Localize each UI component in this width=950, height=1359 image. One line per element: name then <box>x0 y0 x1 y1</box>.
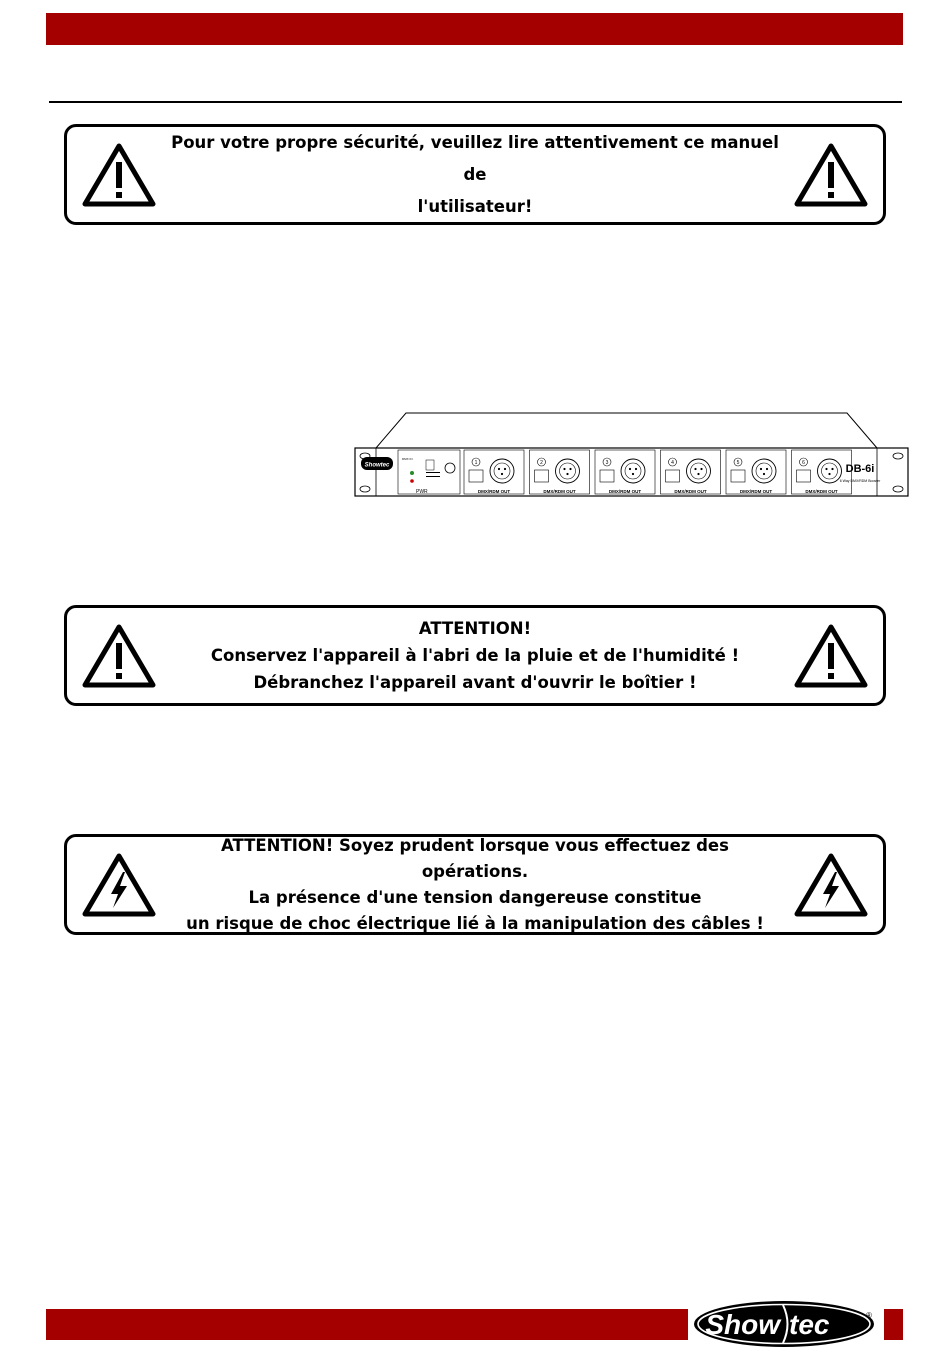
exclamation-triangle-icon <box>793 623 869 689</box>
output-number: 3 <box>605 460 609 466</box>
device-model: DB-6i <box>845 463 875 475</box>
exclamation-triangle-icon <box>81 142 157 208</box>
logo-text-show: Show <box>705 1309 780 1340</box>
warning-line: La présence d'une tension dangereuse constitue <box>248 887 702 907</box>
warning-line: un risque de choc électrique lié à la manipulation des câbles ! <box>186 913 764 933</box>
exclamation-triangle-icon <box>81 623 157 689</box>
warning-line: l'utilisateur! <box>417 196 533 216</box>
logo-text-tec: tec <box>789 1309 830 1340</box>
input-label: DMX IN <box>402 457 413 461</box>
output-number: 5 <box>736 460 740 466</box>
lightning-triangle-icon <box>81 852 157 918</box>
showtec-logo-icon <box>688 1297 884 1353</box>
power-led <box>410 471 414 475</box>
footer-logo <box>688 1297 884 1353</box>
header-band <box>46 13 903 45</box>
output-number: 1 <box>474 460 478 466</box>
lightning-triangle-icon <box>793 852 869 918</box>
output-label: DMX/RDM OUT <box>674 489 707 494</box>
warning-line: Pour votre propre sécurité, veuillez lire attentivement ce manuel de <box>171 132 779 184</box>
warning-text <box>167 127 783 222</box>
output-label: DMX/RDM OUT <box>739 489 773 494</box>
device-brand-text: Showtec <box>364 462 390 469</box>
logo-registered-mark: ® <box>866 1311 872 1320</box>
output-label: DMX/RDM OUT <box>543 489 576 494</box>
warning-line: Conservez l'appareil à l'abri de la pluie et de l'humidité ! <box>210 646 740 665</box>
output-label: DMX/RDM OUT <box>608 489 642 494</box>
warning-line: ATTENTION! Soyez prudent lorsque vous effectuez des opérations. <box>221 835 729 881</box>
warning-line: ATTENTION! <box>418 619 532 638</box>
warning-text <box>167 608 783 703</box>
safety-warning-box <box>64 124 886 225</box>
exclamation-triangle-icon <box>793 142 869 208</box>
output-label: DMX/RDM OUT <box>805 489 838 494</box>
electric-shock-warning-box <box>64 834 886 935</box>
output-number: 4 <box>671 460 674 466</box>
power-label: PWR <box>416 489 428 495</box>
header-rule <box>49 101 902 103</box>
humidity-warning-box <box>64 605 886 706</box>
output-label: DMX/RDM OUT <box>477 489 511 494</box>
device-front-panel-illustration <box>354 410 910 500</box>
warning-text <box>167 837 783 932</box>
device-model-subtitle: 6 Way DMX/RDM Booster <box>839 479 881 483</box>
output-number: 2 <box>540 460 543 466</box>
output-number: 6 <box>802 460 805 466</box>
warning-line: Débranchez l'appareil avant d'ouvrir le boîtier ! <box>253 673 697 692</box>
